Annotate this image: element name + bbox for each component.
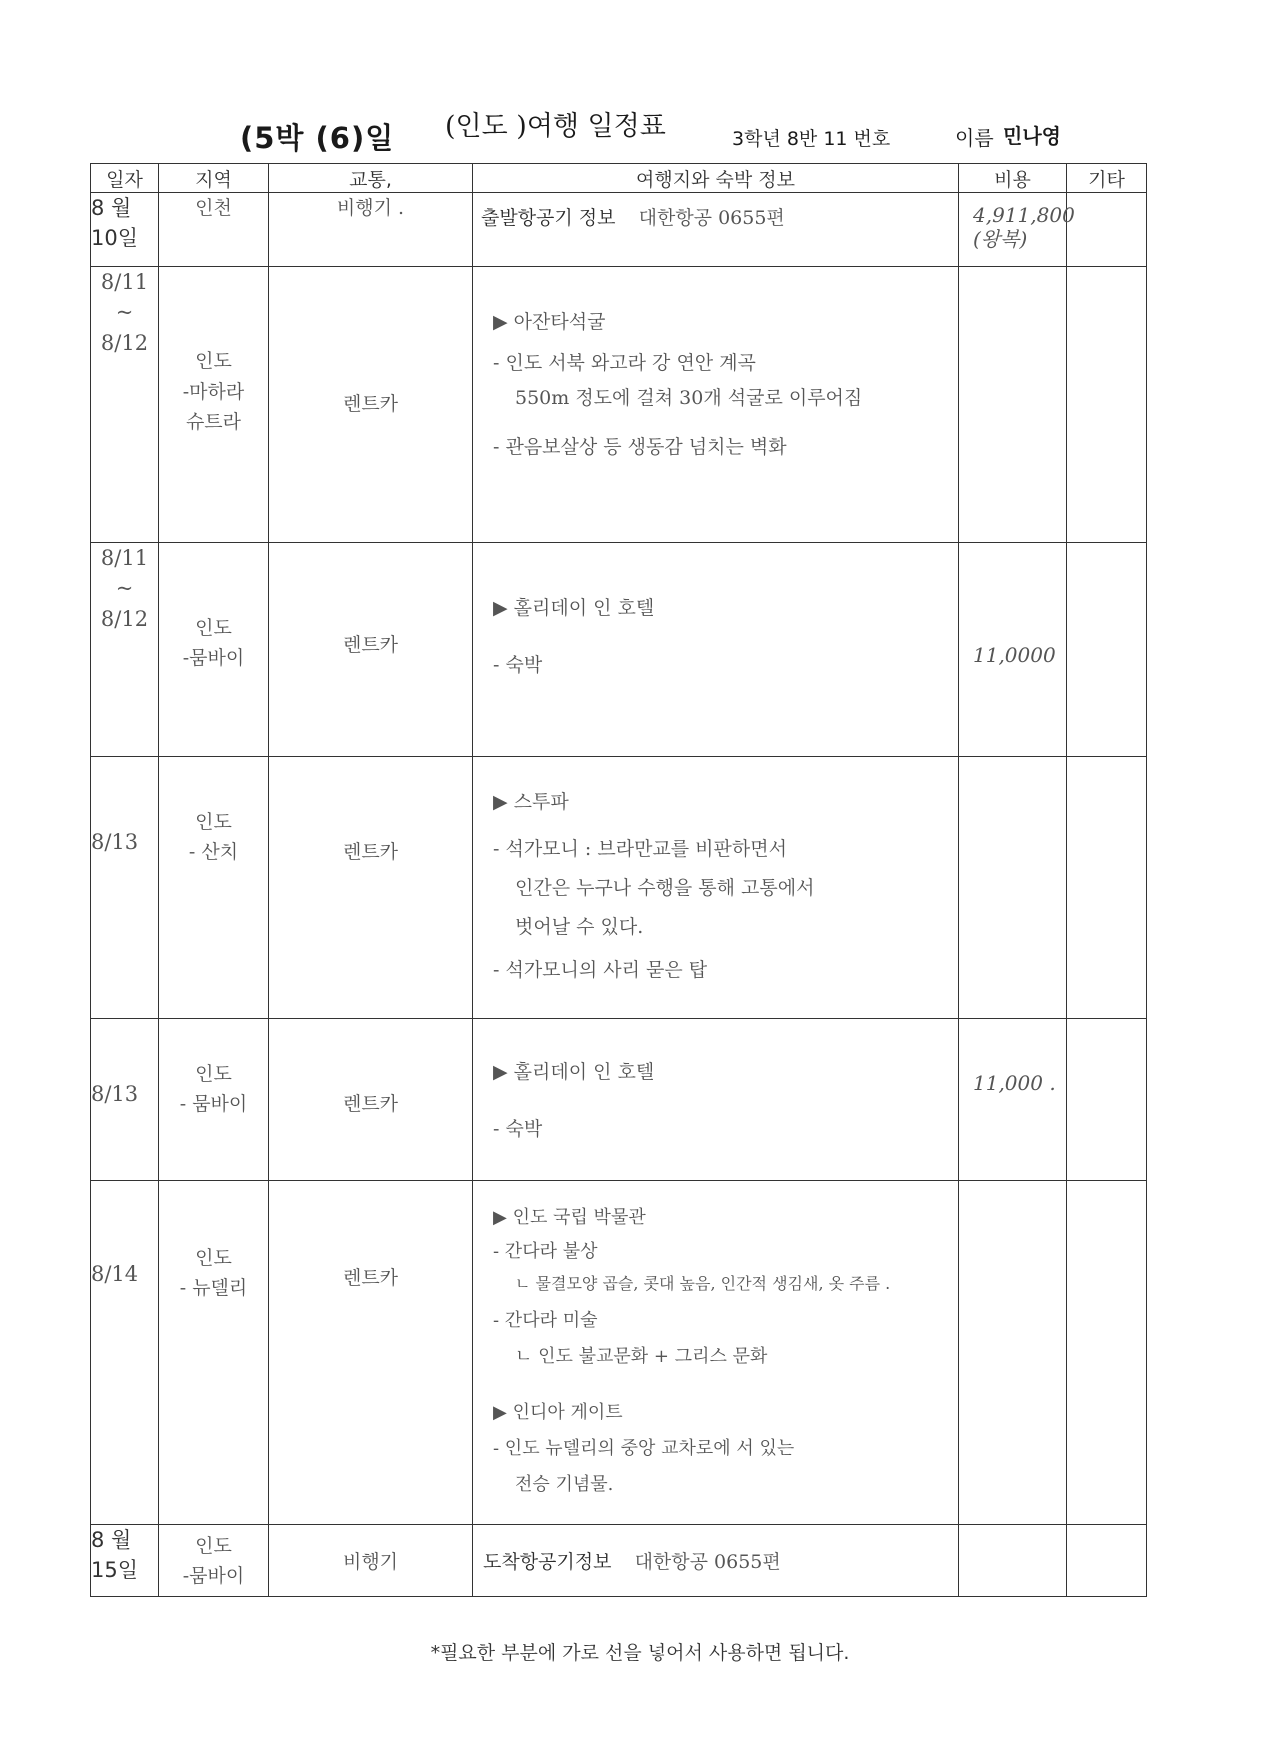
note-item: - 간다라 불상 xyxy=(493,1241,598,1262)
footer-note: *필요한 부분에 가로 선을 넣어서 사용하면 됩니다. xyxy=(430,1642,850,1664)
row-region: 인도 -마하라 슈트라 xyxy=(182,350,245,434)
row-notes xyxy=(473,1181,958,1496)
table-row xyxy=(91,1525,1147,1597)
note-heading: ▶ 인디아 게이트 xyxy=(493,1402,623,1423)
col-header-info: 여행지와 숙박 정보 xyxy=(473,164,959,193)
row-date: 8/11 ~ 8/12 xyxy=(100,270,149,355)
row-transport: 비행기 . xyxy=(336,197,405,219)
table-row xyxy=(91,1181,1147,1525)
table-row xyxy=(91,543,1147,757)
row-notes xyxy=(473,267,958,459)
note-heading: ▶ 아잔타석굴 xyxy=(493,311,606,333)
row-transport: 렌트카 xyxy=(342,841,399,863)
note-subitem: 인간은 누구나 수행을 통해 고통에서 xyxy=(515,877,815,899)
note-subitem: 550m 정도에 걸쳐 30개 석굴로 이루어짐 xyxy=(515,387,863,409)
table-row xyxy=(91,757,1147,1019)
note-item: - 관음보살상 등 생동감 넘치는 벽화 xyxy=(493,436,787,458)
note-item: - 간다라 미술 xyxy=(493,1310,598,1331)
note-subitem: ㄴ 인도 불교문화 + 그리스 문화 xyxy=(515,1346,768,1367)
col-header-date: 일자 xyxy=(91,164,159,193)
row-etc xyxy=(1067,1181,1147,1525)
note-item: - 석가모니의 사리 묻은 탑 xyxy=(493,959,708,981)
row-notes xyxy=(473,543,958,677)
row-cost xyxy=(959,1525,1067,1597)
note-item: - 인도 서북 와고라 강 연안 계곡 xyxy=(493,352,756,374)
departure-flight-label: 출발항공기 정보 xyxy=(481,207,616,229)
row-region: 인도 -뭄바이 xyxy=(182,616,245,669)
row-region: 인도 - 산치 xyxy=(188,811,239,864)
row-cost: 4,911,800 (왕복) xyxy=(973,203,1075,251)
table-row xyxy=(91,193,1147,267)
note-item: - 인도 뉴델리의 중앙 교차로에 서 있는 xyxy=(493,1438,795,1459)
row-etc xyxy=(1067,267,1147,543)
note-subitem: 전승 기념물. xyxy=(515,1474,614,1495)
row-cost: 11,0000 xyxy=(973,643,1056,667)
note-subitem: ㄴ 물결모양 곱슬, 콧대 높음, 인간적 생김새, 옷 주름 . xyxy=(515,1274,891,1293)
row-region: 인도 -뭄바이 xyxy=(182,1535,245,1588)
table-row xyxy=(91,267,1147,543)
row-transport: 렌트카 xyxy=(342,1267,399,1289)
row-date: 8 월 10일 xyxy=(91,196,139,251)
row-date: 8/13 xyxy=(91,1082,139,1106)
row-cost xyxy=(959,267,1067,543)
row-transport: 비행기 xyxy=(342,1550,399,1573)
note-heading: ▶ 홀리데이 인 호텔 xyxy=(493,597,655,619)
note-item: - 숙박 xyxy=(493,1118,543,1140)
row-etc xyxy=(1067,543,1147,757)
row-date: 8/11 ~ 8/12 xyxy=(100,546,149,631)
note-item: - 숙박 xyxy=(493,654,543,676)
trip-duration-title: (5박 (6)일 xyxy=(240,121,395,155)
col-header-transport: 교통, xyxy=(269,164,473,193)
destination-title: (인도 )여행 일정표 xyxy=(445,111,666,142)
row-etc xyxy=(1067,757,1147,1019)
row-region: 인도 - 뉴델리 xyxy=(179,1247,248,1300)
col-header-cost: 비용 xyxy=(959,164,1067,193)
table-row xyxy=(91,1019,1147,1181)
row-etc xyxy=(1067,193,1147,267)
row-date: 8/13 xyxy=(91,830,139,854)
name-label: 이름 xyxy=(955,126,994,150)
row-transport: 렌트카 xyxy=(342,1093,399,1115)
row-etc xyxy=(1067,1019,1147,1181)
departure-flight-value: 대한항공 0655편 xyxy=(638,207,785,229)
note-subitem: 벗어날 수 있다. xyxy=(515,916,644,938)
arrival-flight-value: 대한항공 0655편 xyxy=(634,1551,781,1573)
row-notes xyxy=(473,1019,958,1141)
row-region: 인도 - 뭄바이 xyxy=(179,1063,248,1116)
row-cost xyxy=(959,1181,1067,1525)
arrival-flight-label: 도착항공기정보 xyxy=(483,1551,612,1573)
row-date: 8/14 xyxy=(91,1262,139,1286)
col-header-region: 지역 xyxy=(159,164,269,193)
row-cost: 11,000 . xyxy=(973,1071,1056,1095)
note-heading: ▶ 홀리데이 인 호텔 xyxy=(493,1061,655,1083)
class-info: 3학년 8반 11 번호 xyxy=(732,128,891,150)
note-item: - 석가모니 : 브라만교를 비판하면서 xyxy=(493,838,787,860)
row-transport: 렌트카 xyxy=(342,633,399,656)
row-etc xyxy=(1067,1525,1147,1597)
row-transport: 렌트카 xyxy=(342,392,399,415)
row-region: 인천 xyxy=(195,197,232,219)
document-header xyxy=(0,112,1280,156)
note-heading: ▶ 인도 국립 박물관 xyxy=(493,1207,646,1228)
itinerary-table xyxy=(90,163,1147,1597)
note-heading: ▶ 스투파 xyxy=(493,791,569,813)
table-header-row xyxy=(91,164,1147,193)
row-notes xyxy=(473,757,958,982)
row-cost xyxy=(959,757,1067,1019)
name-value: 민나영 xyxy=(1003,124,1061,148)
row-date: 8 월 15일 xyxy=(91,1528,139,1583)
col-header-etc: 기타 xyxy=(1067,164,1147,193)
